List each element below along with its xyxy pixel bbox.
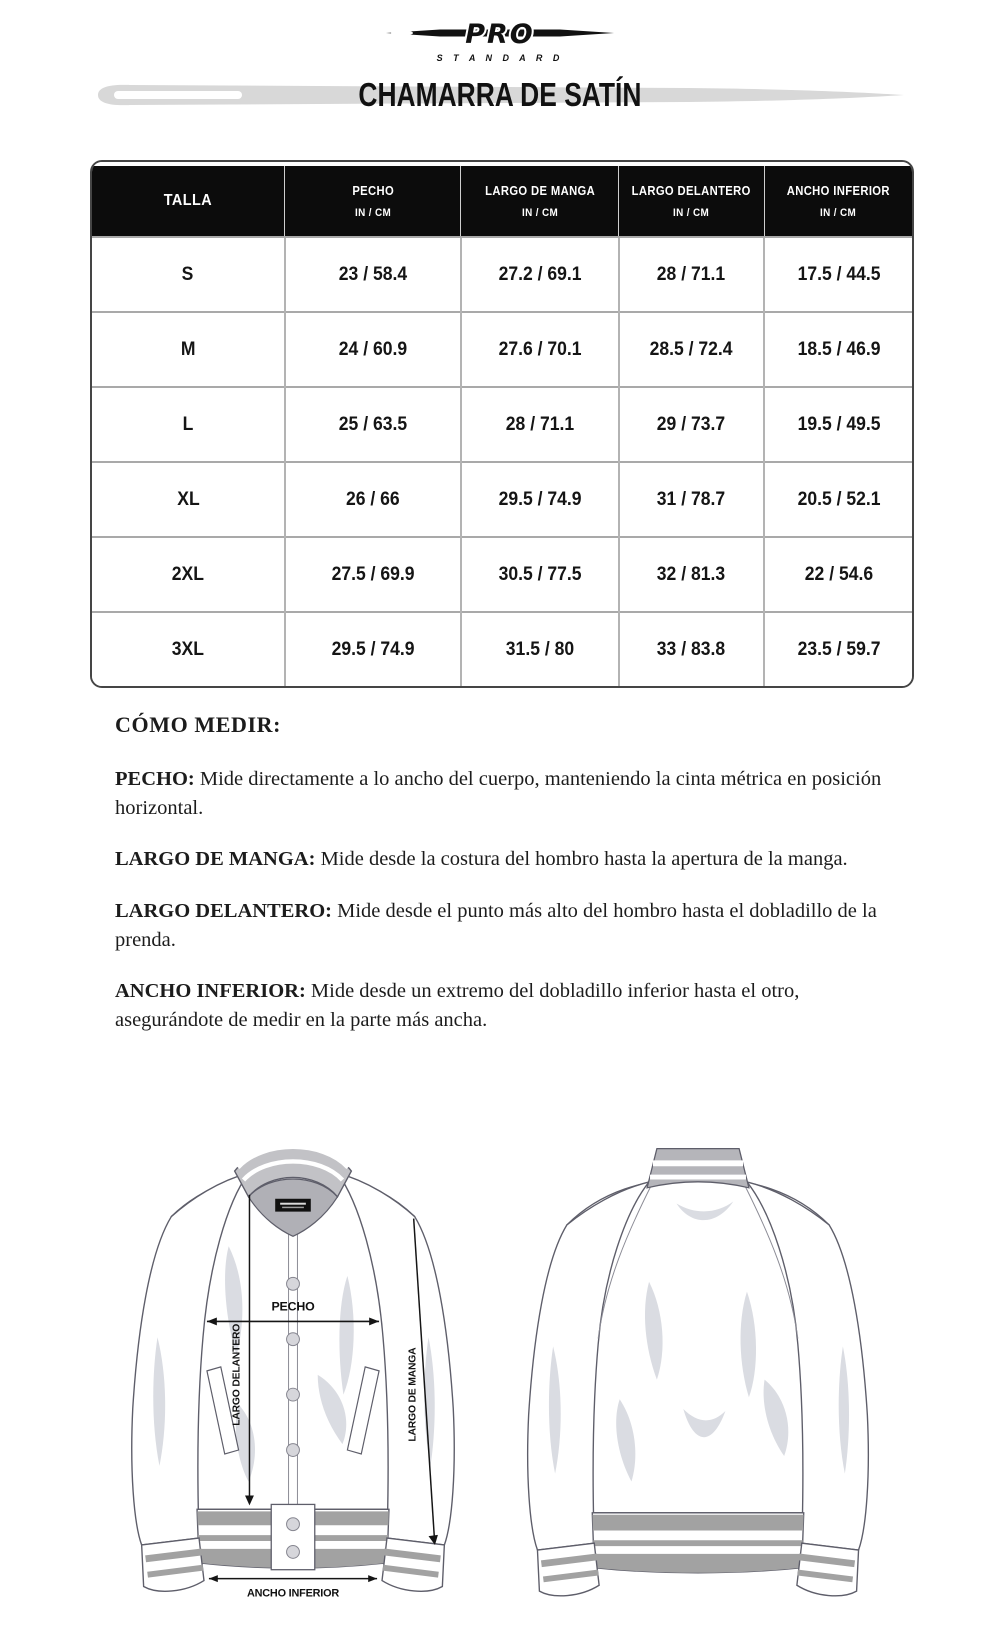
back-collar [647, 1149, 749, 1188]
measure-item-largo-manga: LARGO DE MANGA: Mide desde la costura del hombro hasta la apertura de la manga. [115, 848, 848, 871]
measure-item-largo-delantero: LARGO DELANTERO: Mide desde el punto más alto del hombro hasta el dobladillo de la prenda. [115, 900, 877, 951]
largo-manga-dimension-label: LARGO DE MANGA [407, 1347, 419, 1442]
col-header-largo-manga: LARGO DE MANGA IN / CM [461, 166, 619, 237]
title-band [88, 76, 912, 113]
brand-needle-icon [380, 16, 620, 68]
table-row: M 24 / 60.9 27.6 / 70.1 28.5 / 72.4 18.5 / 46.9 [92, 312, 912, 387]
table-row: S 23 / 58.4 27.2 / 69.1 28 / 71.1 17.5 / 44.5 [92, 237, 912, 312]
size-table [90, 160, 914, 688]
how-to-measure-section [115, 712, 903, 1058]
front-placket-tab [271, 1504, 315, 1569]
col-header-ancho-inferior: ANCHO INFERIOR IN / CM [764, 166, 912, 237]
jacket-front-illustration [110, 1078, 476, 1646]
table-row: 2XL 27.5 / 69.9 30.5 / 77.5 32 / 81.3 22 / 54.6 [92, 537, 912, 612]
table-row: 3XL 29.5 / 74.9 31.5 / 80 33 / 83.8 23.5 / 59.7 [92, 612, 912, 686]
brand-name: PRO [465, 19, 535, 50]
brand-subname: S T A N D A R D [436, 53, 564, 63]
page-title: CHAMARRA DE SATÍN [358, 76, 642, 113]
pecho-dimension-label: PECHO [271, 1299, 315, 1314]
ancho-inferior-dimension-label: ANCHO INFERIOR [246, 1587, 340, 1600]
table-row: L 25 / 63.5 28 / 71.1 29 / 73.7 19.5 / 49.5 [92, 387, 912, 462]
largo-delantero-dimension-label: LARGO DELANTERO [231, 1323, 243, 1426]
table-row: XL 26 / 66 29.5 / 74.9 31 / 78.7 20.5 / 52.1 [92, 462, 912, 537]
col-header-talla: TALLA [92, 166, 285, 237]
measure-item-pecho: PECHO: Mide directamente a lo ancho del cuerpo, manteniendo la cinta métrica en posición horizontal. [115, 768, 882, 819]
pro-standard-logo [0, 16, 1000, 73]
jacket-back-illustration [502, 1086, 894, 1646]
col-header-pecho: PECHO IN / CM [285, 166, 461, 237]
size-table-header [92, 166, 912, 237]
col-header-largo-delantero: LARGO DELANTERO IN / CM [619, 166, 765, 237]
how-to-measure-heading: CÓMO MEDIR: [115, 712, 282, 737]
back-waistband [592, 1513, 803, 1573]
measure-item-ancho-inferior: ANCHO INFERIOR: Mide desde un extremo del dobladillo inferior hasta el otro, asegurándote de medir en la parte más ancha. [115, 980, 800, 1032]
